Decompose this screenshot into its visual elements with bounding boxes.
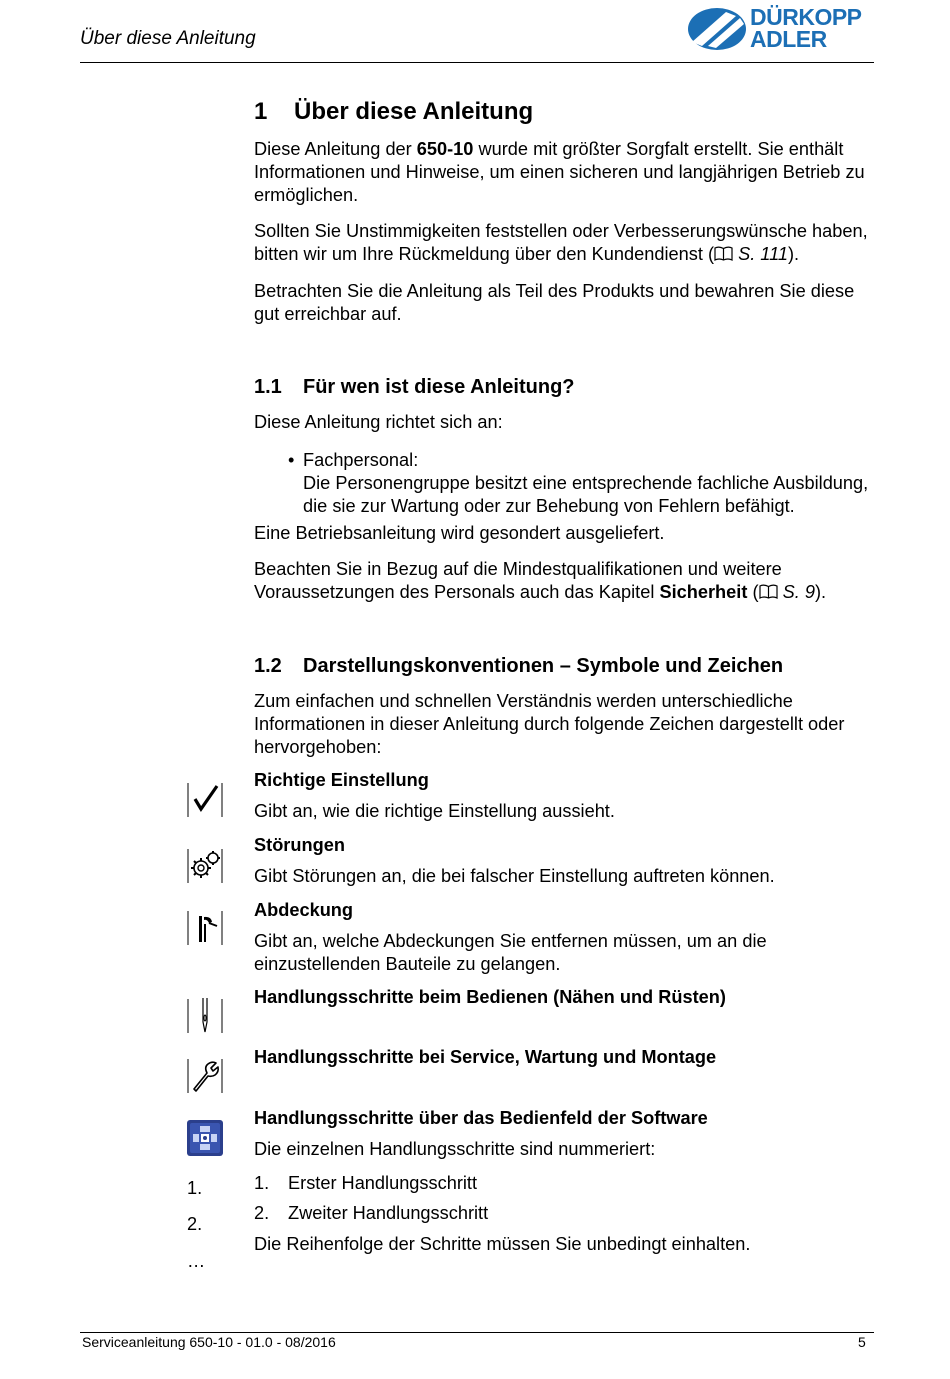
section-1-paragraph-2: Sollten Sie Unstimmigkeiten feststellen oder Verbesserungswünsche haben, bitten wir um Ihre Rückmeldung über den Kundendienst ( S. 111). [254, 221, 868, 264]
section-1-title: Über diese Anleitung [294, 98, 534, 125]
section-1-2-number: 1.2 [254, 655, 282, 677]
section-1-1-heading [254, 376, 575, 399]
footer-divider [80, 1332, 874, 1333]
list-item [254, 1173, 477, 1194]
step-text: Zweiter Handlungsschritt [288, 1203, 489, 1223]
running-header: Über diese Anleitung [80, 28, 256, 49]
symbol-desc-abdeckung: Gibt an, welche Abdeckungen Sie entfernen müssen, um an die einzustellenden Bauteile zu gelangen. [254, 931, 767, 974]
logo-text-line2: ADLER [750, 26, 827, 52]
symbol-desc-stoerungen: Gibt Störungen an, die bei falscher Einstellung auftreten können. [254, 866, 775, 886]
symbol-title-bedienen: Handlungsschritte beim Bedienen (Nähen und Rüsten) [254, 987, 726, 1007]
section-1-paragraph-3: Betrachten Sie die Anleitung als Teil des Produkts und bewahren Sie diese gut erreichbar auf. [254, 281, 855, 324]
control-panel-icon [187, 1120, 223, 1156]
section-1-2-intro: Zum einfachen und schnellen Verständnis werden unterschiedliche Informationen in dieser Anleitung durch folgende Zeichen dargestellt oder hervorgehoben: [254, 691, 845, 757]
section-1-2-heading [254, 655, 783, 678]
needle-icon [187, 998, 223, 1034]
page-reference-link[interactable]: S. 9 [782, 582, 815, 602]
checkmark-icon [187, 782, 223, 818]
symbol-title-abdeckung: Abdeckung [254, 900, 354, 920]
symbol-desc-bedienfeld: Die einzelnen Handlungsschritte sind nummeriert: [254, 1139, 656, 1159]
section-1-1-paragraph-after: Eine Betriebsanleitung wird gesondert ausgeliefert. [254, 523, 665, 543]
symbol-title-service: Handlungsschritte bei Service, Wartung und Montage [254, 1047, 717, 1067]
symbol-title-richtige-einstellung: Richtige Einstellung [254, 770, 429, 790]
book-reference-icon [759, 584, 778, 600]
page-reference-link[interactable]: S. 111 [738, 244, 788, 264]
margin-label-ellipsis: … [187, 1251, 206, 1271]
step-number: 2. [254, 1203, 270, 1223]
margin-label-1: 1. [187, 1178, 203, 1198]
section-1-paragraph-1: Diese Anleitung der 650-10 wurde mit größter Sorgfalt erstellt. Sie enthält Informationen und Hinweise, um einen sicheren und langjährigen Betrieb zu ermöglichen. [254, 139, 865, 205]
section-1-1-intro: Diese Anleitung richtet sich an: [254, 412, 503, 432]
duerkopp-adler-logo [686, 6, 876, 54]
section-1-2-closing: Die Reihenfolge der Schritte müssen Sie unbedingt einhalten. [254, 1234, 751, 1254]
bullet-item-fachpersonal [288, 449, 873, 518]
list-item [254, 1203, 488, 1224]
bullet-text: Die Personengruppe besitzt eine entsprechende fachliche Ausbildung, die sie zur Wartung oder zur Behebung von Fehlern befähigt. [303, 473, 869, 516]
bullet-dot: • [288, 450, 295, 470]
section-1-1-paragraph-last: Beachten Sie in Bezug auf die Mindestqualifikationen und weitere Voraussetzungen des Personals auch das Kapitel Sicherheit ( S. 9). [254, 559, 827, 602]
symbol-title-stoerungen: Störungen [254, 835, 345, 855]
symbol-title-bedienfeld: Handlungsschritte über das Bedienfeld der Software [254, 1108, 708, 1128]
section-1-2-title: Darstellungskonventionen – Symbole und Zeichen [303, 655, 784, 677]
logo-text-line1: DÜRKOPP [750, 4, 862, 30]
step-text: Erster Handlungsschritt [288, 1173, 478, 1193]
wrench-icon [187, 1058, 223, 1094]
page-number: 5 [858, 1334, 866, 1350]
book-reference-icon [714, 246, 733, 262]
step-number: 1. [254, 1173, 270, 1193]
gears-icon [187, 848, 223, 884]
footer-document-info: Serviceanleitung 650-10 - 01.0 - 08/2016 [82, 1334, 336, 1350]
symbol-desc-richtige-einstellung: Gibt an, wie die richtige Einstellung aussieht. [254, 801, 615, 821]
section-1-heading [254, 98, 533, 126]
header-divider [80, 62, 874, 63]
cover-icon [187, 910, 223, 946]
section-1-1-number: 1.1 [254, 376, 282, 398]
bullet-label: Fachpersonal: [303, 450, 419, 470]
section-1-1-title: Für wen ist diese Anleitung? [303, 376, 575, 398]
margin-label-2: 2. [187, 1214, 203, 1234]
section-1-number: 1 [254, 98, 268, 125]
logo-mark-icon [686, 6, 748, 52]
